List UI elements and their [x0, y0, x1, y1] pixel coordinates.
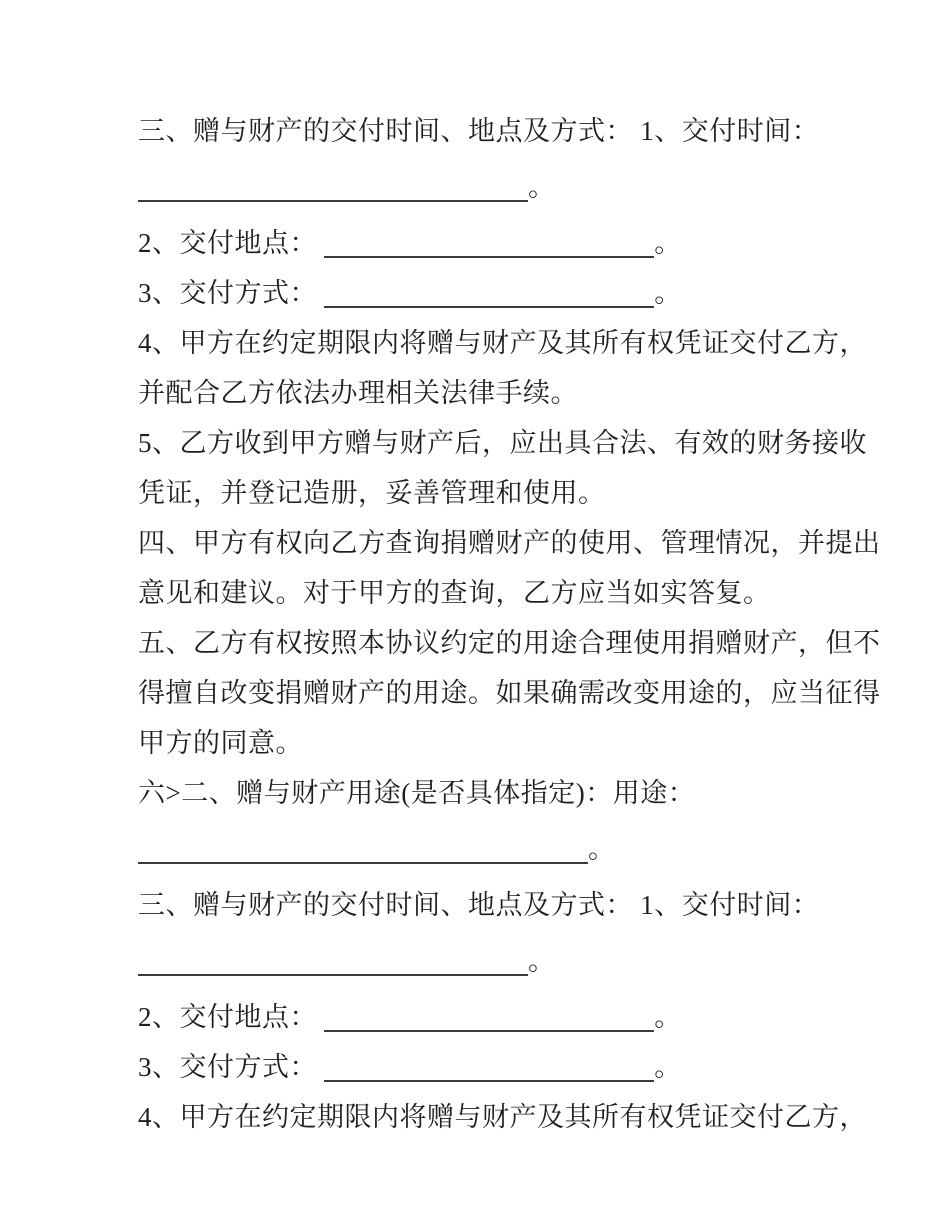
period-mark: 。: [528, 946, 556, 976]
blank-underline: [138, 861, 588, 864]
labeled-fill-in-blank-line: [138, 268, 830, 318]
contract-text-line: 意见和建议。对于甲方的查询，乙方应当如实答复。: [138, 578, 771, 608]
blank-line-label: 3、交付方式：: [138, 278, 317, 308]
labeled-fill-in-blank-line: [138, 992, 830, 1042]
blank-line-label: 3、交付方式：: [138, 1052, 317, 1082]
contract-text-line: 甲方的同意。: [138, 728, 303, 758]
blank-underline: [324, 255, 654, 258]
blank-underline: [324, 1079, 654, 1082]
contract-text-line: 五、乙方有权按照本协议约定的用途合理使用捐赠财产，但不: [138, 628, 881, 658]
period-mark: 。: [654, 278, 682, 308]
fill-in-blank-line: [138, 824, 830, 874]
period-mark: 。: [654, 1052, 682, 1082]
period-mark: 。: [654, 228, 682, 258]
blank-underline: [138, 199, 528, 202]
blank-underline: [138, 973, 528, 976]
contract-text-line: 三、赠与财产的交付时间、地点及方式： 1、交付时间：: [138, 890, 820, 920]
document-body: [138, 106, 881, 1142]
fill-in-blank-line: [138, 936, 830, 986]
blank-line-label: 2、交付地点：: [138, 228, 317, 258]
blank-underline: [324, 1029, 654, 1032]
fill-in-blank-line: [138, 162, 830, 212]
contract-text-line: 凭证，并登记造册，妥善管理和使用。: [138, 478, 606, 508]
period-mark: 。: [654, 1002, 682, 1032]
contract-text-line: 得擅自改变捐赠财产的用途。如果确需改变用途的，应当征得: [138, 678, 881, 708]
contract-text-line: 4、甲方在约定期限内将赠与财产及其所有权凭证交付乙方，: [138, 1102, 867, 1132]
blank-line-label: 2、交付地点：: [138, 1002, 317, 1032]
contract-text-line: 并配合乙方依法办理相关法律手续。: [138, 378, 578, 408]
contract-text-line: 4、甲方在约定期限内将赠与财产及其所有权凭证交付乙方，: [138, 328, 867, 358]
labeled-fill-in-blank-line: [138, 218, 830, 268]
blank-underline: [324, 305, 654, 308]
period-mark: 。: [588, 834, 616, 864]
contract-text-line: 六>二、赠与财产用途(是否具体指定)：用途：: [138, 778, 696, 808]
contract-text-line: 四、甲方有权向乙方查询捐赠财产的使用、管理情况，并提出: [138, 528, 881, 558]
period-mark: 。: [528, 172, 556, 202]
labeled-fill-in-blank-line: [138, 1042, 830, 1092]
contract-text-line: 三、赠与财产的交付时间、地点及方式： 1、交付时间：: [138, 116, 820, 146]
contract-text-line: 5、乙方收到甲方赠与财产后，应出具合法、有效的财务接收: [138, 428, 867, 458]
